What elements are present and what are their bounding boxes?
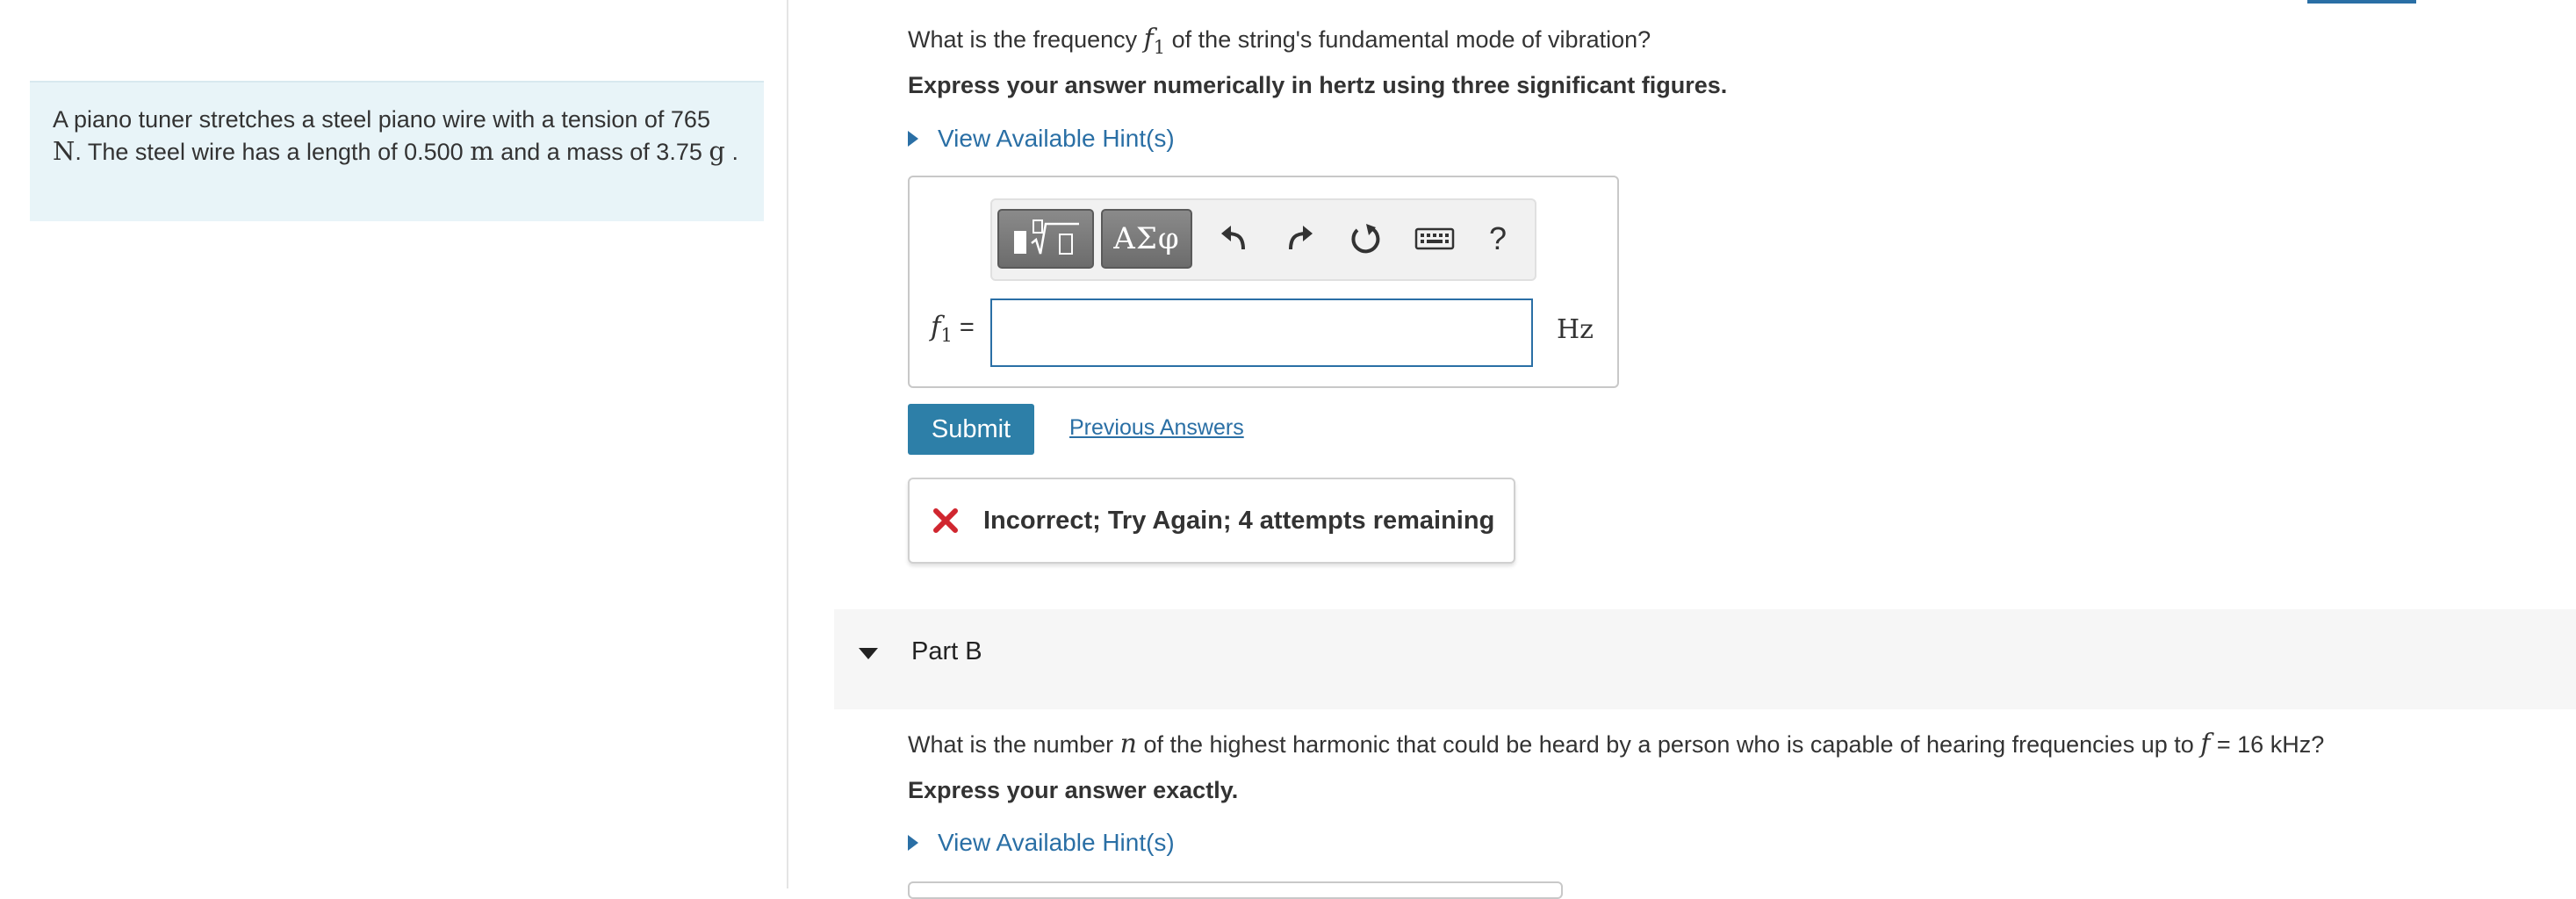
templates-button[interactable] (997, 209, 1094, 269)
question-text-after: of the string's fundamental mode of vibration? (1171, 26, 1651, 53)
context-text-2: . The steel wire has a length of 0.500 (75, 139, 464, 165)
greek-label: ΑΣφ (1113, 221, 1180, 256)
caret-right-icon (908, 131, 918, 147)
frequency-symbol (1143, 24, 1166, 58)
undo-button[interactable] (1208, 209, 1261, 269)
reset-button[interactable] (1340, 209, 1392, 269)
part-b-header[interactable] (834, 609, 2576, 709)
part-b-instruction: Express your answer exactly. (908, 777, 1239, 803)
top-nav-indicator (2307, 0, 2416, 4)
hint-label: View Available Hint(s) (938, 125, 1175, 152)
symbol-f: f (2200, 729, 2211, 759)
reset-icon (1348, 220, 1385, 257)
caret-right-icon (908, 835, 918, 851)
help-button[interactable] (1473, 209, 1522, 269)
feedback-box (908, 478, 1515, 564)
answer-input[interactable] (990, 298, 1533, 367)
unit-length: m (470, 136, 494, 166)
part-a-hint-toggle[interactable] (908, 125, 1175, 153)
problem-context (30, 81, 764, 221)
symbol-f: f (1143, 24, 1154, 54)
previous-answers-link[interactable]: Previous Answers (1069, 415, 1244, 440)
part-b-hint-toggle[interactable] (908, 829, 1175, 857)
answer-symbol-f: f (931, 311, 941, 342)
context-text-4: . (731, 139, 738, 165)
keyboard-button[interactable] (1407, 209, 1463, 269)
symbol-n: n (1119, 729, 1137, 759)
question-text-before: What is the number (908, 731, 1114, 758)
context-text-3: and a mass of 3.75 (500, 139, 702, 165)
part-b-title: Part B (911, 637, 982, 665)
equals-sign: = (959, 313, 975, 342)
context-text-1: A piano tuner stretches a steel piano wire with a tension of 765 (53, 106, 710, 133)
greek-symbols-button[interactable] (1101, 209, 1192, 269)
keyboard-icon (1414, 226, 1455, 252)
answer-symbol-subscript: 1 (940, 324, 953, 346)
pane-divider (787, 0, 788, 888)
question-text-middle: of the highest harmonic that could be heard by a person who is capable of hearing frequencies up to (1143, 731, 2194, 758)
symbol-subscript: 1 (1153, 37, 1166, 58)
part-b-answer-area (908, 881, 1563, 899)
caret-down-icon (859, 648, 878, 659)
unit-tension: N (53, 136, 76, 166)
unit-mass: g (709, 136, 725, 166)
part-b-question (908, 729, 2324, 759)
redo-button[interactable] (1273, 209, 1326, 269)
question-text-after: = 16 kHz? (2216, 731, 2325, 758)
part-a-instruction: Express your answer numerically in hertz using three significant figures. (908, 72, 1728, 98)
undo-icon (1217, 221, 1252, 256)
help-icon: ? (1488, 220, 1507, 256)
templates-icon (1009, 215, 1083, 263)
hint-label: View Available Hint(s) (938, 829, 1175, 856)
answer-label (931, 311, 975, 346)
feedback-text: Incorrect; Try Again; 4 attempts remaining (983, 506, 1495, 535)
question-text-before: What is the frequency (908, 26, 1138, 53)
answer-unit: Hz (1557, 314, 1594, 345)
part-a-question (908, 24, 1651, 58)
redo-icon (1282, 221, 1317, 256)
answer-area (908, 176, 1619, 388)
incorrect-x-icon (932, 507, 959, 534)
math-toolbar (990, 198, 1536, 281)
submit-button[interactable]: Submit (908, 404, 1034, 455)
